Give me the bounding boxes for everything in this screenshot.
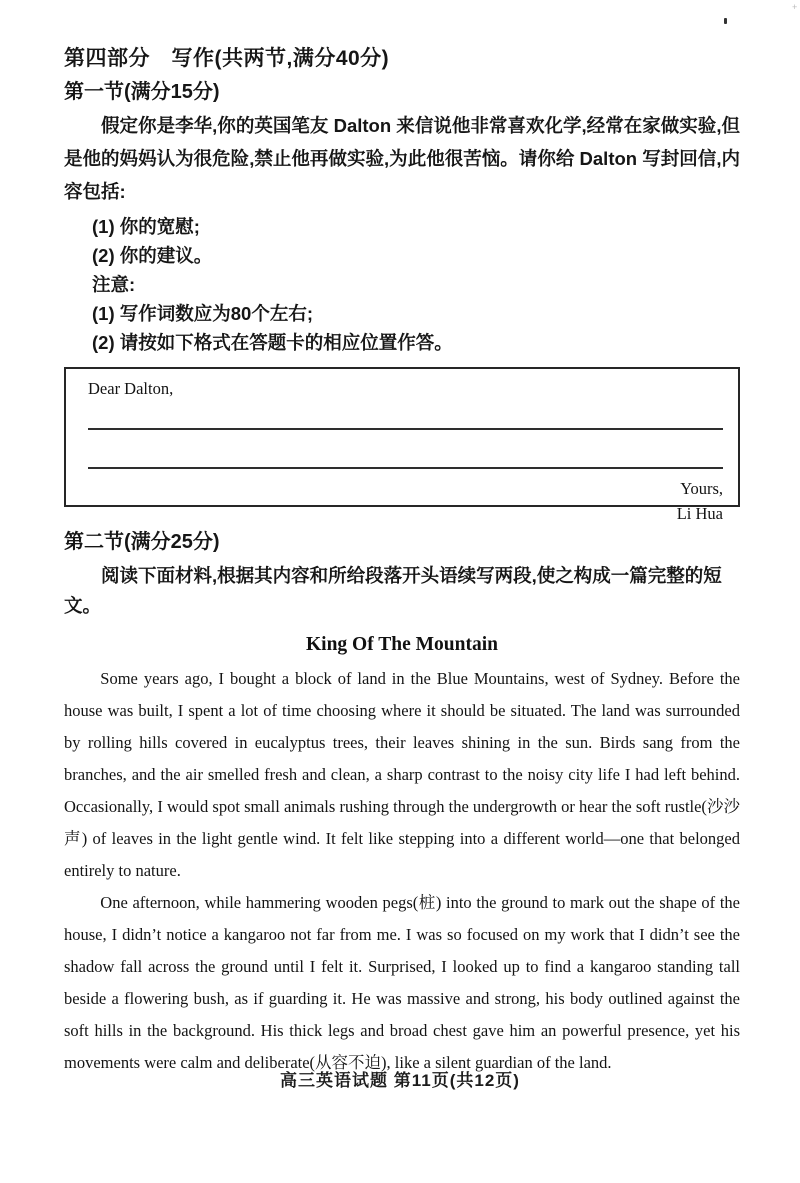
letter-closing: Yours,: [680, 479, 723, 498]
notice-label: 注意:: [92, 274, 136, 295]
story-paragraph-2: One afternoon, while hammering wooden pegs(桩) into the ground to mark out the shape of the house, I didn’t notice a kangaroo not far from me. I was so focused on my work that I didn’t see the shadow fall across the ground until I felt it. Surprised, I looked up to find a kangaroo standing tall beside a flowering bush, as if guarding it. He was massive and strong, his body outlined against the soft hills in the background. His thick legs and broad chest gave him an powerful presence, yet his movements were calm and deliberate(从容不迫), like a silent guardian of the land.: [64, 893, 740, 1072]
writing-line: [88, 428, 723, 430]
note-1: (1) 写作词数应为80个左右;: [92, 303, 313, 324]
story-paragraph-1: Some years ago, I bought a block of land in the Blue Mountains, west of Sydney. Before the house was built, I spent a lot of time choosing where it should be situated. The land was surrounded by rolling hills covered in eucalyptus trees, their leaves shining in the sun. Birds sang from the branches, and the air smelled fresh and clean, a sharp contrast to the noisy city life I had left behind. Occasionally, I would spot small animals rushing through the undergrowth or hear the soft rustle(沙沙声) of leaves in the light gentle wind. It felt like stepping into a different world—one that belonged entirely to nature.: [64, 669, 740, 880]
writing-line: [88, 467, 723, 469]
part4-heading: 第四部分 写作(共两节,满分40分): [64, 47, 390, 70]
point-2: (2) 你的建议。: [92, 245, 213, 266]
section1-points: [64, 212, 740, 357]
section2-heading: 第二节(满分25分): [64, 531, 220, 553]
letter-salutation: Dear Dalton,: [88, 379, 174, 398]
section2-instruction: 阅读下面材料,根据其内容和所给段落开头语续写两段,使之构成一篇完整的短文。: [64, 565, 722, 616]
section1-intro: 假定你是李华,你的英国笔友 Dalton 来信说他非常喜欢化学,经常在家做实验,但是他的妈妈认为很危险,禁止他再做实验,为此他很苦恼。请你给 Dalton 写封回信,内容包括:: [64, 115, 740, 202]
answer-format-box: [64, 367, 740, 523]
point-1: (1) 你的宽慰;: [92, 216, 200, 237]
page-footer-text: 高三英语试题 第11页(共12页): [280, 1071, 520, 1090]
scan-crop-mark: +: [792, 2, 798, 12]
scan-speck: [724, 18, 727, 24]
letter-signature: Li Hua: [676, 504, 723, 523]
note-2: (2) 请按如下格式在答题卡的相应位置作答。: [92, 332, 453, 353]
story-title: King Of The Mountain: [306, 634, 498, 655]
section1-heading: 第一节(满分15分): [64, 81, 220, 103]
page-footer: [0, 1066, 800, 1091]
